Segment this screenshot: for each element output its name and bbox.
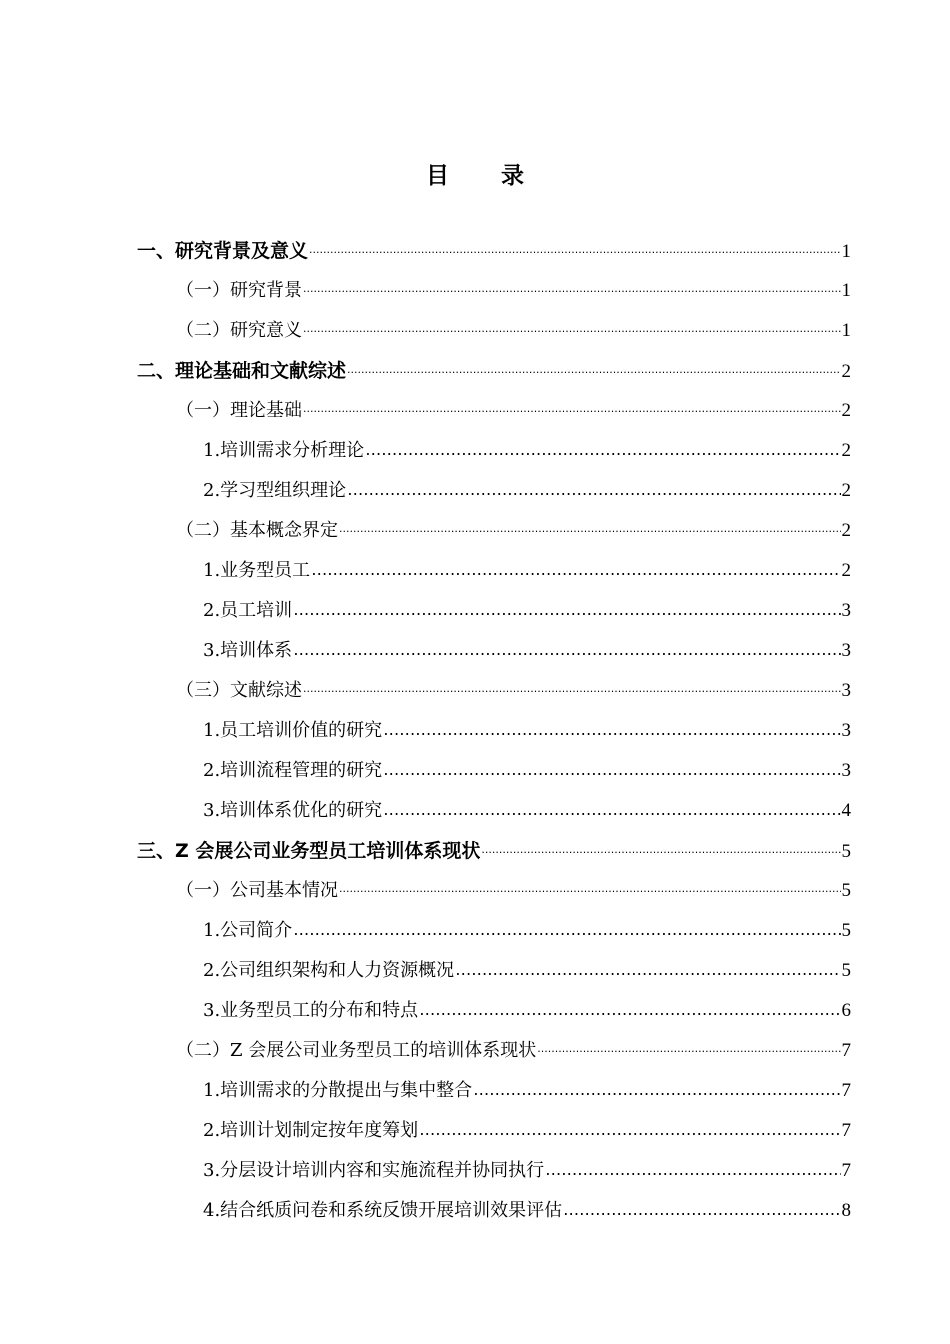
toc-leader-dots [537,1039,840,1060]
toc-leader-dots [383,719,840,740]
toc-entry[interactable] [203,1116,851,1156]
toc-entry-label: （二）研究意义 [176,320,302,341]
toc-entry[interactable] [203,996,851,1036]
toc-entry-label: 1.业务型员工 [203,560,311,581]
toc-entry[interactable] [176,676,851,716]
toc-entry-page: 7 [841,1080,851,1101]
toc-entry[interactable] [203,436,851,476]
toc-entry[interactable] [176,316,851,356]
toc-leader-dots [347,359,840,381]
toc-entry[interactable] [203,716,851,756]
toc-leader-dots [309,239,840,261]
toc-entry-label: 3.培训体系 [203,640,293,661]
toc-entry-label: （一）理论基础 [176,400,302,421]
toc-entry-label: 3.分层设计培训内容和实施流程并协同执行 [203,1160,545,1181]
toc-entry-page: 8 [841,1200,851,1221]
toc-entry-label: 1.培训需求的分散提出与集中整合 [203,1080,473,1101]
toc-entry-label: （三）文献综述 [176,680,302,701]
toc-entry-page: 7 [841,1040,851,1061]
toc-entry-label: （二）基本概念界定 [176,520,338,541]
toc-entry[interactable] [203,1196,851,1236]
toc-entry-page: 2 [841,440,851,461]
toc-entry-page: 7 [841,1120,851,1141]
toc-entry[interactable] [203,476,851,516]
toc-entry-page: 2 [841,361,851,382]
toc-entry-label: （二）Z 会展公司业务型员工的培训体系现状 [176,1040,537,1061]
toc-entry-page: 1 [841,280,851,301]
toc-leader-dots [339,519,841,540]
toc-entry-page: 3 [841,640,851,661]
toc-entry-label: 2.员工培训 [203,600,293,621]
toc-entry-page: 3 [841,720,851,741]
toc-entry[interactable] [203,756,851,796]
toc-entry[interactable] [137,356,851,396]
toc-entry[interactable] [176,1036,851,1076]
toc-leader-dots [303,319,841,340]
toc-leader-dots [419,999,840,1020]
toc-leader-dots [303,679,841,700]
toc-entry[interactable] [203,956,851,996]
toc-entry[interactable] [176,276,851,316]
toc-leader-dots [419,1119,840,1140]
toc-leader-dots [481,839,840,861]
toc-entry-label: 2.学习型组织理论 [203,480,347,501]
toc-entry[interactable] [176,516,851,556]
toc-entry[interactable] [203,796,851,836]
toc-leader-dots [365,439,840,460]
toc-entry-label: 4.结合纸质问卷和系统反馈开展培训效果评估 [203,1200,563,1221]
toc-entry-label: 3.培训体系优化的研究 [203,800,383,821]
toc-entry-label: 三、Z 会展公司业务型员工培训体系现状 [137,840,481,862]
toc-entry-page: 2 [841,560,851,581]
toc-entry-page: 5 [841,880,851,901]
toc-entry[interactable] [176,396,851,436]
toc-entry[interactable] [203,636,851,676]
toc-entry-label: 2.培训流程管理的研究 [203,760,383,781]
toc-entry-page: 2 [841,520,851,541]
toc-entry[interactable] [203,916,851,956]
toc-entry-label: （一）研究背景 [176,280,302,301]
toc-entry-label: 二、理论基础和文献综述 [137,360,347,382]
toc-leader-dots [473,1079,840,1100]
toc-entry-label: （一）公司基本情况 [176,880,338,901]
toc-entry-page: 3 [841,680,851,701]
toc-entry-label: 1.培训需求分析理论 [203,440,365,461]
toc-leader-dots [347,479,840,500]
toc-leader-dots [383,799,840,820]
toc-entry-label: 2.培训计划制定按年度筹划 [203,1120,419,1141]
toc-leader-dots [293,639,840,660]
toc-entry[interactable] [203,596,851,636]
toc-title-part2: 录 [501,163,524,189]
toc-entry[interactable] [203,1156,851,1196]
toc-entry[interactable] [176,876,851,916]
toc-entry-page: 2 [841,400,851,421]
toc-leader-dots [455,959,840,980]
toc-entry[interactable] [203,1076,851,1116]
toc-entry-page: 6 [841,1000,851,1021]
toc-leader-dots [563,1199,840,1220]
toc-entry-label: 一、研究背景及意义 [137,240,309,262]
toc-leader-dots [303,399,841,420]
toc-leader-dots [339,879,841,900]
toc-entry-page: 2 [841,480,851,501]
toc-entry-label: 1.公司简介 [203,920,293,941]
toc-title [0,157,950,190]
toc-entry-page: 3 [841,600,851,621]
toc-entry[interactable] [203,556,851,596]
toc-leader-dots [303,279,841,300]
toc-leader-dots [383,759,840,780]
toc-entry-page: 5 [841,920,851,941]
toc-entry-page: 5 [841,841,851,862]
toc-entry-page: 3 [841,760,851,781]
toc-title-part1: 目 [426,163,449,189]
toc-entry-label: 3.业务型员工的分布和特点 [203,1000,419,1021]
toc-entry-label: 2.公司组织架构和人力资源概况 [203,960,455,981]
toc-leader-dots [293,919,840,940]
toc-entry-page: 1 [841,320,851,341]
toc-entry-page: 4 [841,800,851,821]
toc-leader-dots [293,599,840,620]
toc-entry-label: 1.员工培训价值的研究 [203,720,383,741]
toc-entry-page: 7 [841,1160,851,1181]
toc-entry[interactable] [137,836,851,876]
toc-entry-page: 1 [841,241,851,262]
toc-entry[interactable] [137,236,851,276]
toc-leader-dots [311,559,840,580]
toc-leader-dots [545,1159,840,1180]
toc-entry-page: 5 [841,960,851,981]
